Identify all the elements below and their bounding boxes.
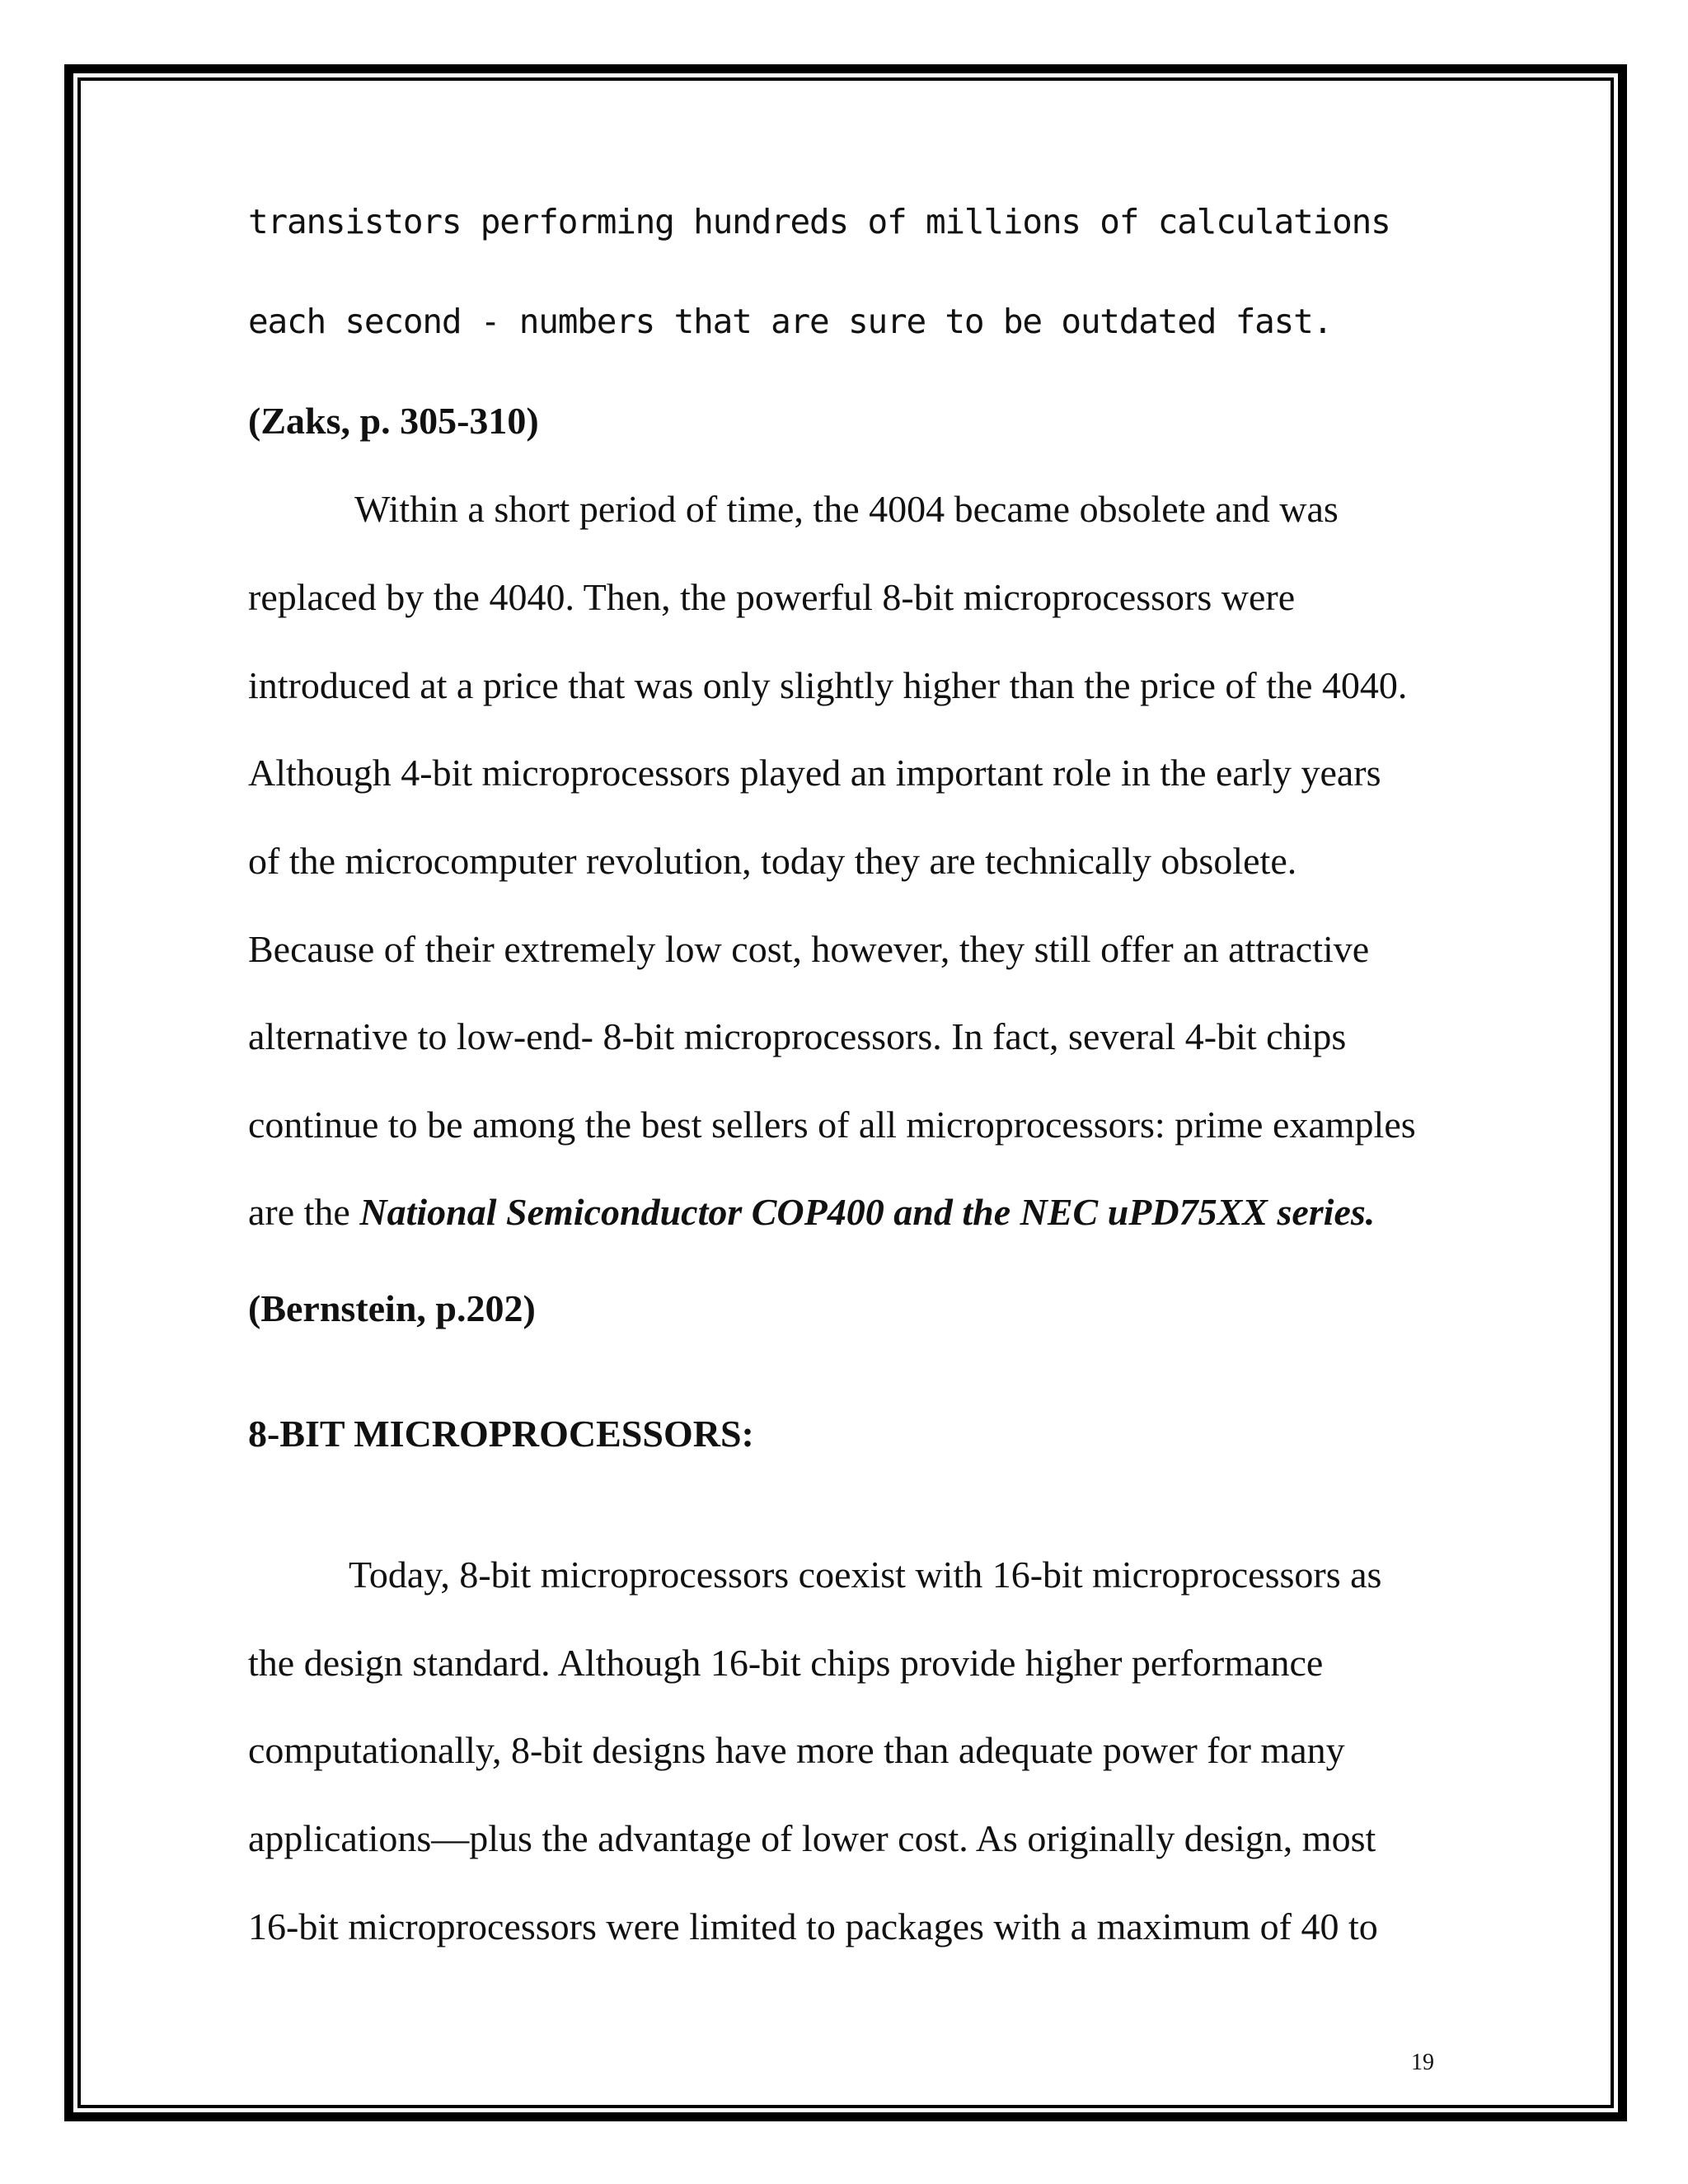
paragraph-1-line-8: continue to be among the best sellers of all microprocessors: prime examples xyxy=(248,1104,1416,1146)
paragraph-2-line-3: computationally, 8-bit designs have more than adequate power for many xyxy=(248,1729,1345,1771)
paragraph-2-line-5: 16-bit microprocessors were limited to packages with a maximum of 40 to xyxy=(248,1905,1378,1947)
paragraph-1-line-5: of the microcomputer revolution, today they are technically obsolete. xyxy=(248,840,1297,882)
quote-line-2: each second - numbers that are sure to be outdated fast. xyxy=(248,302,1333,341)
paragraph-1-line-6: Because of their extremely low cost, however, they still offer an attractive xyxy=(248,928,1370,970)
paragraph-2-line-1: Today, 8-bit microprocessors coexist with 16-bit microprocessors as xyxy=(349,1554,1382,1596)
paragraph-1-line-2: replaced by the 4040. Then, the powerful 8-bit microprocessors were xyxy=(248,576,1296,618)
paragraph-1-line-9 xyxy=(248,1190,1375,1234)
section-heading: 8-BIT MICROPROCESSORS: xyxy=(248,1413,754,1455)
quote-line-1: transistors performing hundreds of millions of calculations xyxy=(248,202,1390,241)
paragraph-1-line-7: alternative to low-end- 8-bit microprocessors. In fact, several 4-bit chips xyxy=(248,1015,1347,1057)
paragraph-1-line-9-lead: are the xyxy=(248,1191,360,1233)
paragraph-1-line-4: Although 4-bit microprocessors played an important role in the early years xyxy=(248,752,1381,794)
paragraph-2-line-4: applications—plus the advantage of lower cost. As originally design, most xyxy=(248,1817,1376,1859)
paragraph-1-line-3: introduced at a price that was only slightly higher than the price of the 4040. xyxy=(248,664,1408,706)
citation-bernstein: (Bernstein, p.202) xyxy=(248,1287,536,1329)
citation-zaks: (Zaks, p. 305-310) xyxy=(248,400,539,442)
page-border-inner xyxy=(77,77,1614,2108)
chip-examples-emphasis: National Semiconductor COP400 and the NEC uPD75XX series. xyxy=(359,1191,1376,1233)
page-number: 19 xyxy=(1411,2050,1434,2075)
paragraph-1-line-1: Within a short period of time, the 4004 became obsolete and was xyxy=(354,488,1339,530)
paragraph-2-line-2: the design standard. Although 16-bit chips provide higher performance xyxy=(248,1642,1324,1684)
